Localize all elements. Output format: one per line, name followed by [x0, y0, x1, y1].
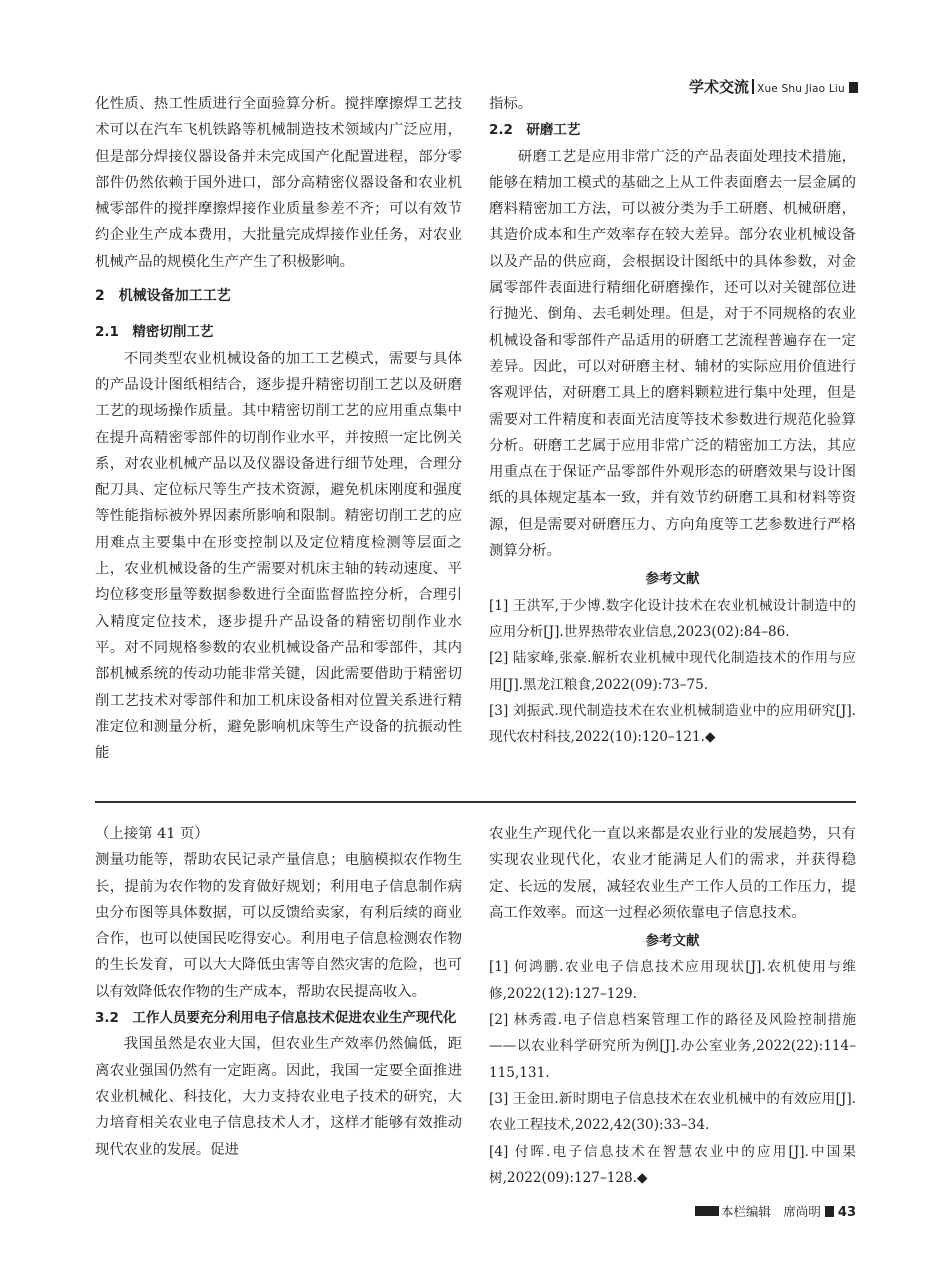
subsection-heading-3-2: 3.2 工作人员要充分利用电子信息技术促进农业生产现代化 [95, 1010, 457, 1027]
reference-item [489, 1139, 856, 1192]
paragraph: 我国虽然是农业大国，但农业生产效率仍然偏低，距离农业强国仍然有一定距离。因此，我国一定要全面推进农业机械化、科技化，大力支持农业电子技术的研究，大力培育相关农业电子信息技术人才，这样才能够有效推动现代农业的发展。促进 [95, 1036, 462, 1158]
references-title: 参考文献 [645, 933, 700, 950]
upper-left-column [95, 91, 462, 766]
reference-item: [1] 王洪军,于少博.数字化设计技术在农业机械设计制造中的应用分析[J].世界热带农业信息,2023(02):84–86. [489, 597, 856, 640]
subsection-heading-2-2: 2.2 研磨工艺 [489, 122, 581, 139]
paragraph: 不同类型农业机械设备的加工工艺模式，需要与具体的产品设计图纸相结合，逐步提升精密切削工艺以及研磨工艺的现场操作质量。其中精密切削工艺的应用重点集中在提升高精密零部件的切削作业水平，并按照一定比例关系，对农业机械产品以及仪器设备进行细节处理，合理分配刀具、定位标尺等生产技术资源，避免机床刚度和强度等性能指标被外界因素所影响和限制。精密切削工艺的应用难点主要集中在形变控制以及定位精度检测等层面之上，农业机械设备的生产需要对机床主轴的转动速度、平均位移变形量等数据参数进行全面监督监控分析，合理引入精度定位技术，逐步提升产品设备的精密切削作业水平。对不同规格参数的农业机械设备产品和零部件，其内部机械系统的传动功能非常关键，因此需要借助于精密切削工艺技术对零部件和加工机床设备相对位置关系进行精准定位和测量分析，避免影响机床等生产设备的抗振动性能 [95, 350, 462, 762]
section-divider [95, 801, 856, 803]
page-footer [695, 1202, 856, 1220]
journal-name-cn: 学术交流 [689, 78, 750, 96]
reference-item: [3] 王金田.新时期电子信息技术在农业机械中的有效应用[J].农业工程技术,2022,42(30):33–34. [489, 1090, 856, 1134]
subsection-heading-2-1: 2.1 精密切削工艺 [95, 324, 214, 341]
reference-item [489, 698, 856, 751]
column-editor: 本栏编辑 席尚明 [720, 1204, 821, 1219]
end-mark: ◆ [704, 729, 716, 746]
reference-item: [2] 陆家峰,张豪.解析农业机械中现代化制造技术的作用与应用[J].黑龙江粮食,2022(09):73–75. [489, 650, 856, 693]
page-number: 43 [837, 1205, 856, 1220]
paragraph: 研磨工艺是应用非常广泛的产品表面处理技术措施，能够在精加工模式的基础之上从工件表面磨去一层金属的磨料精密加工方法，可以被分类为手工研磨、机械研磨，其造价成本和生产效率存在较大差异。部分农业机械设备以及产品的供应商，会根据设计图纸中的具体参数，对金属零部件表面进行精细化研磨操作，还可以对关键部位进行抛光、倒角、去毛刺处理。但是，对于不同规格的农业机械设备和零部件产品适用的研磨工艺流程普遍存在一定差异。因此，可以对研磨主材、辅材的实际应用价值进行客观评估，对研磨工具上的磨料颗粒进行集中处理，但是需要对工件精度和表面光洁度等技术参数进行规范化验算分析。研磨工艺属于应用非常广泛的精密加工方法，其应用重点在于保证产品零部件外观形态的研磨效果与设计图纸的具体规定基本一致，并有效节约研磨工具和材料等资源，但是需要对研磨压力、方向角度等工艺参数进行严格测算分析。 [489, 148, 856, 560]
reference-item: [1] 何鸿鹏.农业电子信息技术应用现状[J].农机使用与维修,2022(12):127–129. [489, 959, 856, 1002]
reference-text: [3] 刘振武.现代制造技术在农业机械制造业中的应用研究[J].现代农村科技,2022(10):120–121. [489, 702, 856, 746]
footer-square-icon [825, 1206, 834, 1217]
paragraph: 指标。 [489, 96, 533, 112]
paragraph: 农业生产现代化一直以来都是农业行业的发展趋势，只有实现农业现代化，农业才能满足人们的需求，并获得稳定、长远的发展，减轻农业生产工作人员的工作压力，提高工作效率。而这一过程必须依靠电子信息技术。 [489, 826, 856, 921]
reference-text: [4] 付晖.电子信息技术在智慧农业中的应用[J].中国果树,2022(09):127–128. [489, 1143, 856, 1186]
end-mark: ◆ [637, 1169, 648, 1186]
lower-right-column [489, 821, 856, 1191]
paragraph: 测量功能等，帮助农民记录产量信息；电脑模拟农作物生长，提前为农作物的发育做好规划；利用电子信息制作病虫分布图等具体数据，可以反馈给卖家，有利后续的商业合作，也可以使国民吃得安心。利用电子信息检测农作物的生长发育，可以大大降低虫害等自然灾害的危险，也可以有效降低农作物的生产成本，帮助农民提高收入。 [95, 852, 462, 1000]
reference-item: [2] 林秀霞.电子信息档案管理工作的路径及风险控制措施——以农业科学研究所为例[J].办公室业务,2022(22):114–115,131. [489, 1012, 856, 1081]
journal-name-pinyin: Xue Shu Jiao Liu [757, 83, 845, 95]
footer-block-icon [695, 1206, 719, 1216]
references-title: 参考文献 [645, 571, 700, 588]
lower-left-column [95, 821, 462, 1163]
section-heading-2: 2 机械设备加工工艺 [95, 288, 231, 305]
paragraph: 化性质、热工性质进行全面验算分析。搅拌摩擦焊工艺技术可以在汽车飞机铁路等机械制造技术领域内广泛应用，但是部分焊接仪器设备并未完成国产化配置进程，部分零部件仍然依赖于国外进口，部分高精密仪器设备和农业机械零部件的搅拌摩擦焊接作业质量参差不齐；可以有效节约企业生产成本费用，大批量完成焊接作业任务，对农业机械产品的规模化生产产生了积极影响。 [95, 96, 462, 270]
upper-right-column [489, 91, 856, 750]
continued-note: （上接第 41 页） [95, 826, 209, 842]
